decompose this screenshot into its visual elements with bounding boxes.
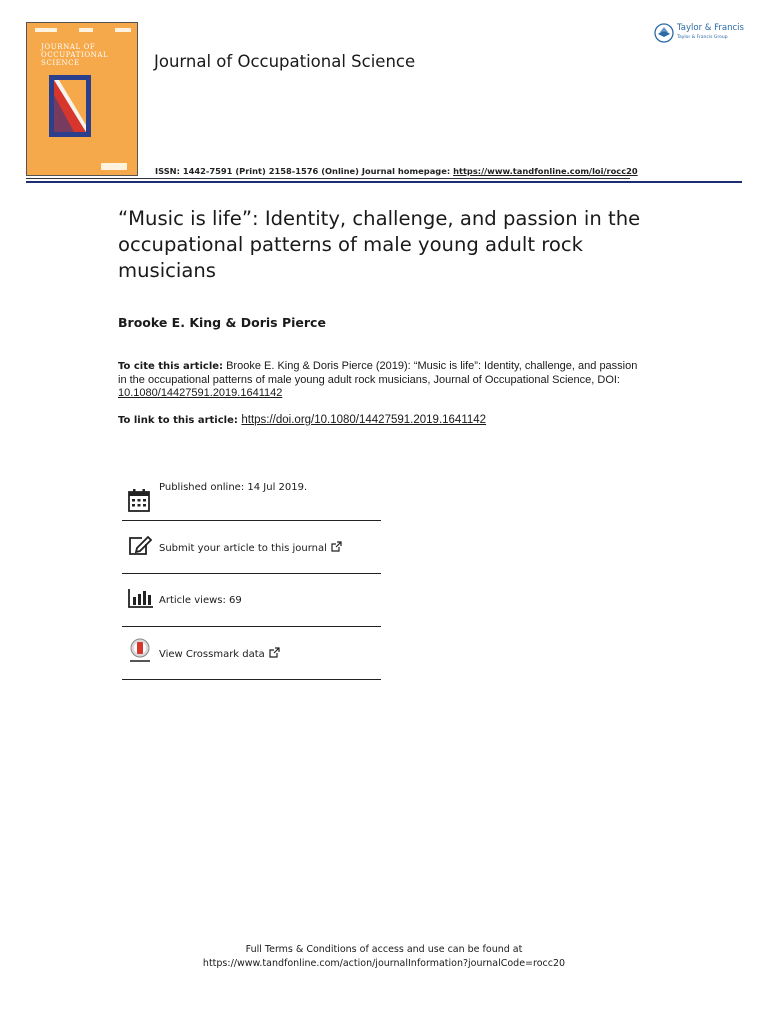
calendar-icon [128,488,150,516]
crossmark-item[interactable] [122,627,381,680]
article-views-label: Article views: 69 [159,594,242,606]
cover-title-line: OCCUPATIONAL [41,51,109,59]
cover-title-line: JOURNAL OF [41,43,96,51]
edit-icon [128,534,152,560]
taylor-francis-icon [654,23,674,43]
citation-block [118,360,648,401]
article-link-line [118,414,678,426]
terms-text: Full Terms & Conditions of access and use can be found at [245,944,523,955]
article-info-list [122,468,381,680]
external-link-icon [269,647,280,658]
submit-article-link[interactable] [159,541,342,554]
article-authors: Brooke E. King & Doris Pierce [118,315,326,330]
journal-name: Journal of Occupational Science [154,52,416,71]
article-title: “Music is life”: Identity, challenge, and passion in the occupational patterns of male young adult rock musicians [118,207,641,282]
external-link-icon [331,541,342,552]
submit-article-label: Submit your article to this journal [159,542,327,554]
cover-title-line: SCIENCE [41,59,80,67]
publisher-name: Taylor & Francis [677,23,744,33]
crossmark-icon [128,638,152,668]
crossmark-label: View Crossmark data [159,648,265,660]
published-online-label: Published online: 14 Jul 2019. [159,482,308,493]
crossmark-link[interactable] [159,647,280,660]
terms-footer [0,943,768,971]
citation-label: To cite this article: [118,361,224,372]
header-divider-bold [26,181,742,183]
article-views-item [122,574,381,627]
journal-homepage-link[interactable]: https://www.tandfonline.com/loi/rocc20 [453,166,638,176]
issn-line [155,166,638,176]
citation-text: Brooke E. King & Doris Pierce (2019): “Music is life”: Identity, challenge, and passion in the occupational patterns of male young adult rock musicians, Journal of Occupational Science, DOI: [118,360,638,386]
bar-chart-icon [128,588,154,612]
header-divider [26,178,630,179]
journal-cover [26,22,138,176]
cover-top-bar [35,28,131,33]
article-url-link[interactable]: https://doi.org/10.1080/14427591.2019.1641142 [241,414,487,426]
cover-artwork [49,75,91,137]
published-online-item [122,468,381,521]
link-label: To link to this article: [118,415,242,426]
doi-link[interactable]: 10.1080/14427591.2019.1641142 [118,387,283,399]
issn-text: ISSN: 1442-7591 (Print) 2158-1576 (Online) Journal homepage: [155,166,454,176]
publisher-group: Taylor & Francis Group [677,35,728,40]
cover-publisher-logo [101,163,127,170]
submit-article-item[interactable] [122,521,381,574]
cover-title [41,43,133,67]
terms-url[interactable]: https://www.tandfonline.com/action/journalInformation?journalCode=rocc20 [202,958,566,969]
publisher-logo[interactable] [654,23,744,43]
